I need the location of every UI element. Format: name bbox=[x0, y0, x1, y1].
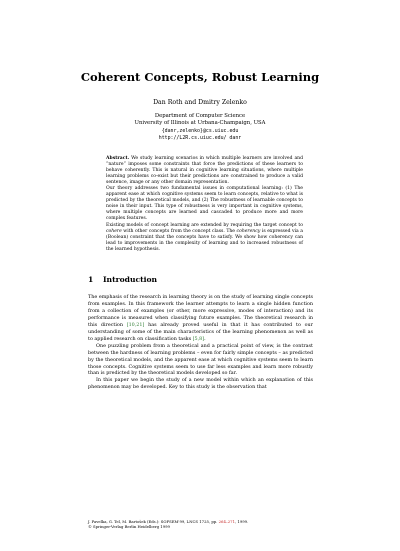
footnote-citation: J. Pavelka, G. Tel, M. Bartošek (Eds.): SOFSEM'99, LNCS 1725, pp. 264–271, 1999. bbox=[88, 519, 249, 524]
abstract-paragraph-3: Existing models of concept learning are extended by requiring the target concept to cohere with other concepts from the concept class. The coherency is expressed via a (Boolean) constraint that the concepts have to satisfy. We show how coherency can lead to improvements in the complexity of learning and to increased robustness of the learned hypothesis. bbox=[106, 222, 303, 252]
section-title: Introduction bbox=[103, 275, 158, 284]
page-range-link[interactable]: 264–271 bbox=[218, 519, 236, 524]
body-paragraph-1: The emphasis of the research in learning theory is on the study of learning single concepts from examples. In this framework the learner attempts to learn a single hidden function from a collection of examples (or other, more expressive, modes of interaction) and its performance is measured when classifying future examples. The theoretical research in this direction [10,21] has already proved useful in that it has contributed to our understanding of some of the main characteristics of the learning phenomenon as well as to applied research on classification tasks [5,8]. bbox=[88, 294, 313, 342]
abstract-paragraph-2: Our theory addresses two fundamental issues in computational learning: (1) The apparent ease at which cognitive systems seem to learn concepts, relative to what is predicted by the theoretical models, and (2) The robustness of learnable concepts to noise in their input. This type of robustness is very important in cognitive systems, where multiple concepts are learned and cascaded to produce more and more complex features. bbox=[106, 186, 303, 222]
body-paragraph-2: One puzzling problem from a theoretical and a practical point of view, is the contrast between the hardness of learning problems – even for fairly simple concepts – as predicted by the theoretical models, and the apparent ease at which cognitive systems seem to learn those concepts. Cognitive systems seem to use far less examples and learn more robustly than is predicted by the theoretical models developed so far. bbox=[88, 342, 313, 377]
citation-link[interactable]: [5,8] bbox=[192, 335, 205, 342]
affiliation-url[interactable]: http://L2R.cs.uiuc.edu/ danr bbox=[158, 134, 242, 141]
paper-title: Coherent Concepts, Robust Learning bbox=[80, 70, 320, 84]
affiliation-dept: Department of Computer Science bbox=[154, 113, 246, 119]
section-number: 1 bbox=[88, 275, 94, 284]
affiliation-email[interactable]: {danr,zelenko}@cs.uiuc.edu bbox=[161, 127, 239, 134]
footnote bbox=[88, 519, 313, 530]
affiliation-block bbox=[0, 113, 400, 142]
affiliation-univ: University of Illinois at Urbana-Champaign, USA bbox=[134, 120, 266, 127]
abstract-label: Abstract. bbox=[106, 156, 130, 161]
body-paragraph-3: In this paper we begin the study of a new model within which an explanation of this phenomenon may be developed. Key to this study is the observation that bbox=[88, 377, 313, 391]
abstract-paragraph-1: Abstract. We study learning scenarios in which multiple learners are involved and “nature” imposes some constraints that force the predictions of these learners to behave coherently. This is natural in cognitive learning situations, where multiple learning problems co-exist but their predictions are constrained to produce a valid sentence, image or any other domain representation. bbox=[106, 156, 303, 186]
footnote-copyright: © Springer-Verlag Berlin Heidelberg 1999 bbox=[88, 524, 170, 530]
citation-link[interactable]: [10,21] bbox=[126, 321, 145, 328]
body-text bbox=[88, 294, 313, 391]
section-heading bbox=[88, 275, 157, 284]
abstract bbox=[106, 156, 303, 253]
paper-authors: Dan Roth and Dmitry Zelenko bbox=[153, 99, 247, 106]
